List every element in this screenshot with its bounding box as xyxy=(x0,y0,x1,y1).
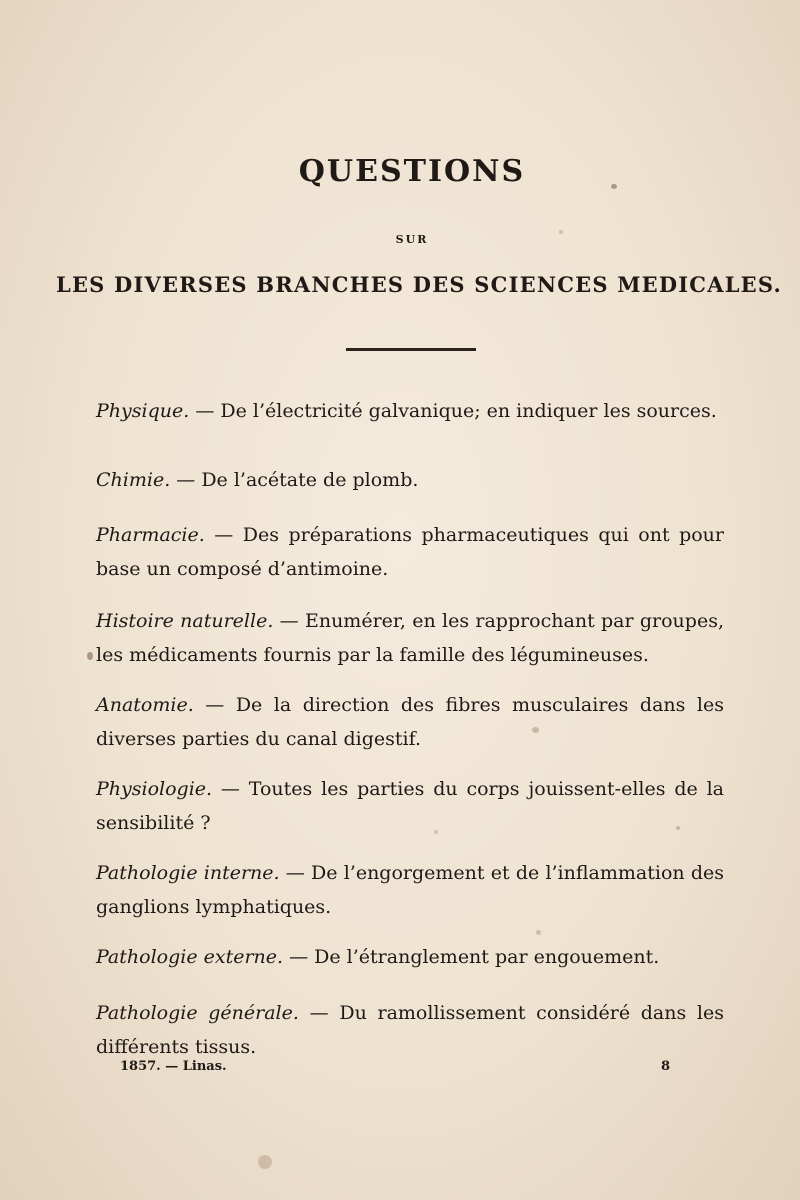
section-heading: Physiologie. xyxy=(96,778,213,800)
printer-imprint: 1857. — Linas. xyxy=(120,1059,227,1074)
section-dash: — xyxy=(309,1002,329,1024)
section-pathologie-interne xyxy=(96,856,724,924)
section-pharmacie xyxy=(96,518,724,586)
section-physiologie xyxy=(96,772,724,840)
section-text: Des préparations pharmaceutiques qui ont pour base un composé d’antimoine. xyxy=(96,524,724,580)
section-text: De l’étranglement par engouement. xyxy=(314,946,660,968)
section-pathologie-externe xyxy=(96,940,724,974)
section-histoire-naturelle xyxy=(96,604,724,672)
section-dash: — xyxy=(279,610,299,632)
section-heading: Pathologie interne. xyxy=(96,862,280,884)
paper-stain xyxy=(536,930,541,935)
section-heading: Physique. xyxy=(96,400,190,422)
section-text: De l’engorgement et de l’inflammation des ganglions lymphatiques. xyxy=(96,862,724,918)
section-anatomie xyxy=(96,688,724,756)
section-dash: — xyxy=(214,524,234,546)
section-dash: — xyxy=(285,862,305,884)
section-dash: — xyxy=(289,946,309,968)
section-heading: Histoire naturelle. xyxy=(96,610,274,632)
page-footer xyxy=(120,1060,670,1073)
section-text: De l’électricité galvanique; en indiquer les sources. xyxy=(220,400,717,422)
section-physique xyxy=(96,394,724,428)
section-text: Du ramollissement considéré dans les différents tissus. xyxy=(96,1002,724,1058)
paper-stain xyxy=(87,652,93,660)
section-dash: — xyxy=(176,469,196,491)
title-connector: SUR xyxy=(395,233,429,246)
section-text: Enumérer, en les rapprochant par groupes, les médicaments fournis par la famille des légumineuses. xyxy=(96,610,724,666)
section-text: De la direction des fibres musculaires dans les diverses parties du canal digestif. xyxy=(96,694,725,750)
section-text: De l’acétate de plomb. xyxy=(201,469,419,491)
section-heading: Chimie. xyxy=(96,469,171,491)
section-text: Toutes les parties du corps jouissent-elles de la sensibilité ? xyxy=(96,778,724,834)
section-heading: Pathologie générale. xyxy=(96,1002,299,1024)
section-pathologie-generale xyxy=(96,996,724,1064)
section-heading: Pharmacie. xyxy=(96,524,205,546)
title-divider xyxy=(346,348,476,351)
section-heading: Anatomie. xyxy=(96,694,194,716)
page-title: QUESTIONS xyxy=(298,154,526,189)
paper-stain xyxy=(258,1155,272,1169)
section-dash: — xyxy=(220,778,240,800)
section-dash: — xyxy=(205,694,225,716)
page-number: 8 xyxy=(660,1059,670,1074)
section-dash: — xyxy=(195,400,215,422)
section-heading: Pathologie externe. xyxy=(96,946,284,968)
section-chimie xyxy=(96,463,724,497)
page-subtitle: LES DIVERSES BRANCHES DES SCIENCES MEDICALES. xyxy=(56,272,782,297)
